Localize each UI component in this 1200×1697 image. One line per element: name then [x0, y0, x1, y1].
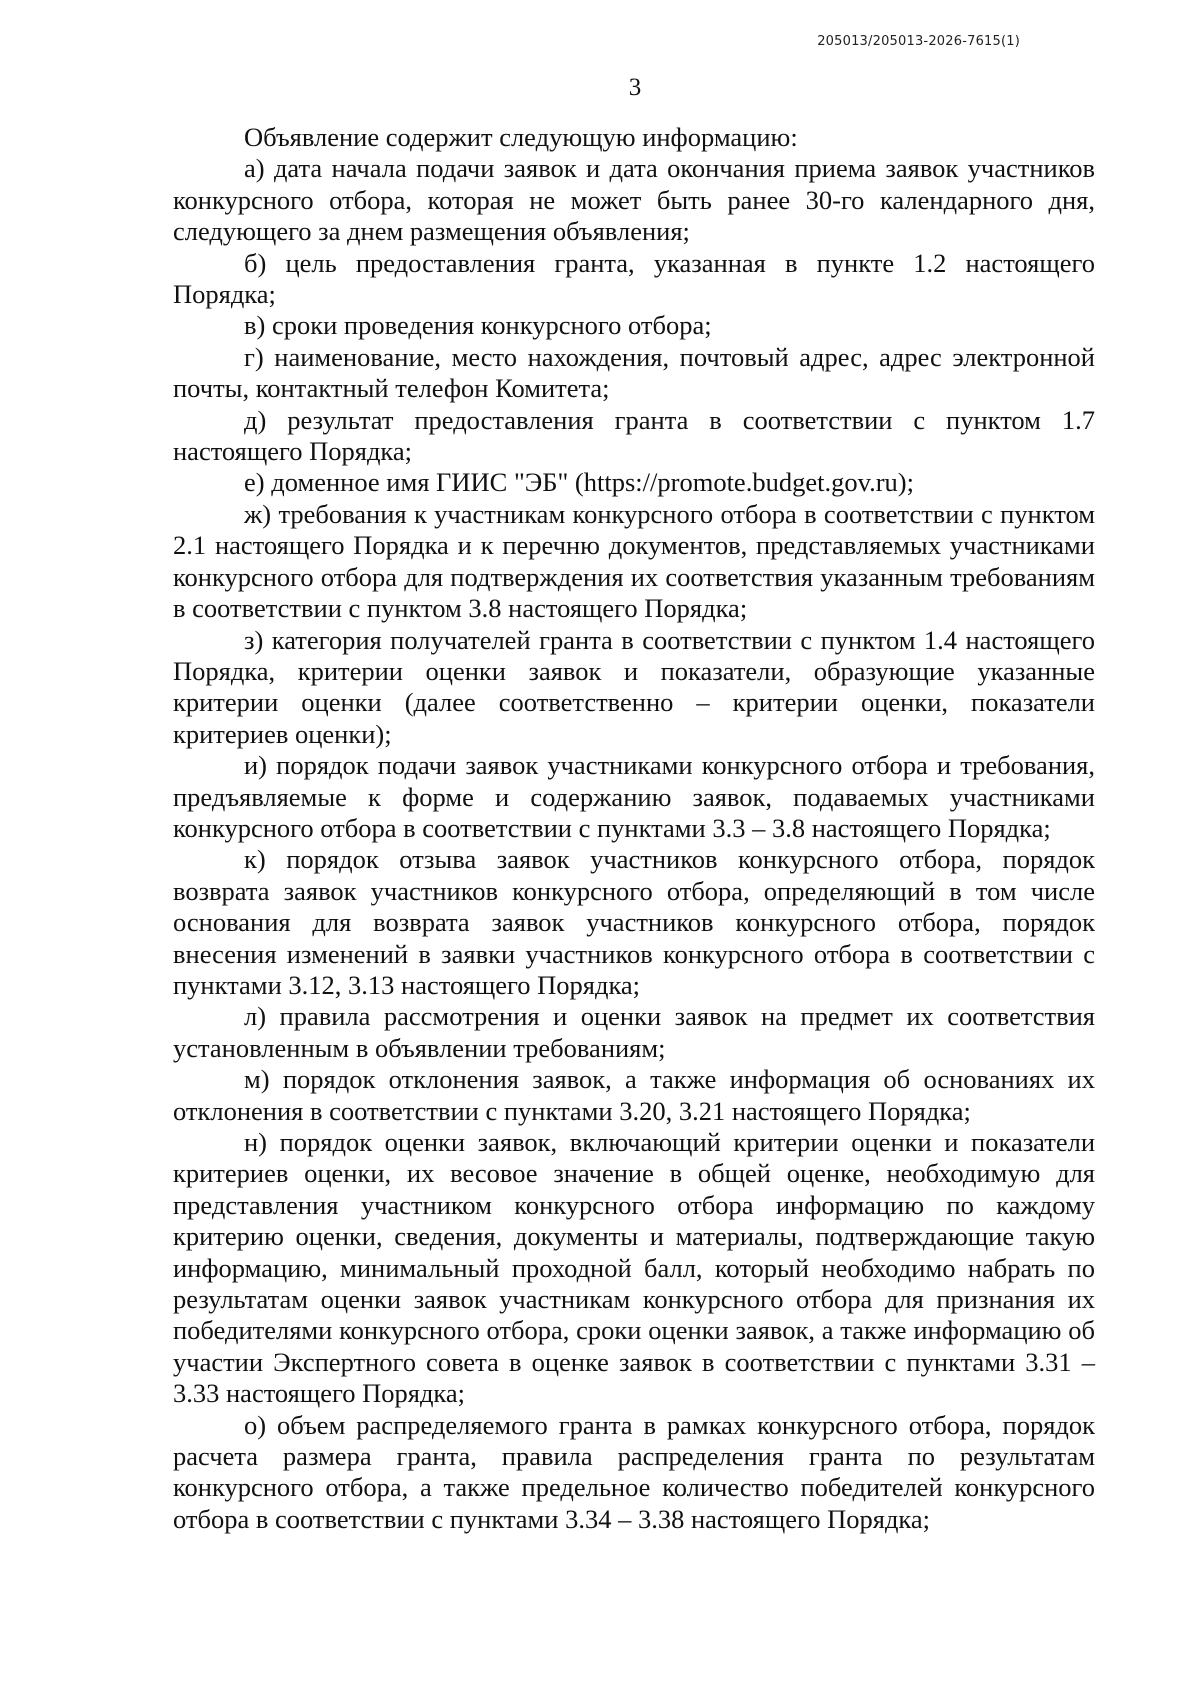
paragraph-k: к) порядок отзыва заявок участников конкурсного отбора, порядок возврата заявок участников конкурсного отбора, определяющий в том числе основания для возврата заявок участников конкурсного отбора, порядок внесения изменений в заявки участников конкурсного отбора в соответствии с пунктами 3.12, 3.13 настоящего Порядка;	[173, 844, 1095, 1000]
paragraph-l: л) правила рассмотрения и оценки заявок на предмет их соответствия установленным в объявлении требованиям;	[173, 1001, 1095, 1063]
paragraph-a: а) дата начала подачи заявок и дата окончания приема заявок участников конкурсного отбора, которая не может быть ранее 30-го календарного дня, следующего за днем размещения объявления;	[173, 153, 1095, 247]
paragraph-m: м) порядок отклонения заявок, а также информация об основаниях их отклонения в соответствии с пунктами 3.20, 3.21 настоящего Порядка;	[173, 1064, 1095, 1126]
paragraph-g: г) наименование, место нахождения, почтовый адрес, адрес электронной почты, контактный телефон Комитета;	[173, 341, 1095, 404]
document-id: 205013/205013-2026-7615(1)	[817, 34, 1020, 49]
paragraph-zh: ж) требования к участникам конкурсного отбора в соответствии с пунктом 2.1 настоящего Порядка и к перечню документов, представляемых участниками конкурсного отбора для подтверждения их соответствия указанным требованиям в соответствии с пунктом 3.8 настоящего Порядка;	[173, 498, 1095, 624]
paragraph-d: д) результат предоставления гранта в соответствии с пунктом 1.7 настоящего Порядка;	[173, 404, 1095, 467]
paragraph-n: н) порядок оценки заявок, включающий критерии оценки и показатели критериев оценки, их весовое значение в общей оценке, необходимую для представления участником конкурсного отбора информацию по каждому критерию оценки, сведения, документы и материалы, подтверждающие такую информацию, минимальный проходной балл, который необходимо набрать по результатам оценки заявок участникам конкурсного отбора для признания их победителями конкурсного отбора, сроки оценки заявок, а также информацию об участии Экспертного совета в оценке заявок в соответствии с пунктами 3.31 – 3.33 настоящего Порядка;	[173, 1127, 1095, 1409]
document-body	[173, 122, 1095, 1535]
paragraph-i: и) порядок подачи заявок участниками конкурсного отбора и требования, предъявляемые к форме и содержанию заявок, подаваемых участниками конкурсного отбора в соответствии с пунктами 3.3 – 3.8 настоящего Порядка;	[173, 750, 1095, 843]
paragraph-intro: Объявление содержит следующую информацию:	[244, 122, 798, 152]
page-number: 3	[628, 74, 642, 101]
paragraph-b: б) цель предоставления гранта, указанная в пункте 1.2 настоящего Порядка;	[173, 247, 1095, 310]
paragraph-z: з) категория получателей гранта в соответствии с пунктом 1.4 настоящего Порядка, критерии оценки заявок и показатели, образующие указанные критерии оценки (далее соответственно – критерии оценки, показатели критериев оценки);	[173, 624, 1095, 749]
paragraph-e: е) доменное имя ГИИС "ЭБ" (https://promote.budget.gov.ru);	[244, 467, 914, 498]
paragraph-v: в) сроки проведения конкурсного отбора;	[244, 310, 712, 341]
paragraph-o: о) объем распределяемого гранта в рамках конкурсного отбора, порядок расчета размера гранта, правила распределения гранта по результатам конкурсного отбора, а также предельное количество победителей конкурсного отбора в соответствии с пунктами 3.34 – 3.38 настоящего Порядка;	[173, 1409, 1095, 1534]
